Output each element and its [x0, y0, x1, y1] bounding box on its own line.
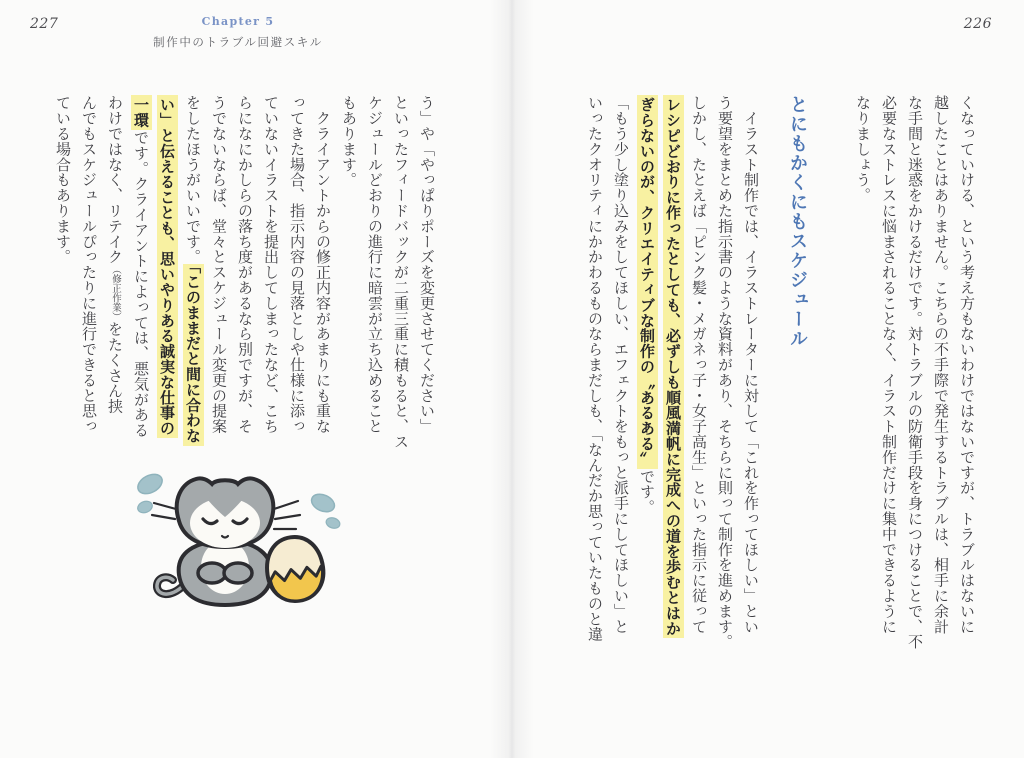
text-segment: んでもスケジュールぴったりに進行できると思っ [80, 95, 98, 434]
text-column [310, 95, 336, 451]
text-column [128, 95, 154, 451]
text-segment: クライアントからの修正内容があまりにも重な [314, 95, 332, 434]
text-segment: 「もう少し塗り込みをしてほしい、エフェクトをもっと派手にしてほしい」と [612, 95, 630, 634]
section-heading [780, 95, 814, 651]
sweat-drops-right [309, 491, 341, 530]
text-column [50, 95, 76, 451]
text-segment: らになにかしらの落ち度があるなら別ですが、そ [236, 95, 254, 434]
text-segment: うでないならば、堂々とスケジュール変更の提案 [210, 95, 228, 434]
text-column [738, 95, 764, 651]
text-segment: をたくさん挟 [106, 321, 124, 414]
text-segment: ている場合もあります。 [54, 95, 72, 265]
left-page-text [50, 95, 440, 451]
small-parenthetical-text: （修正作業） [110, 264, 121, 322]
text-column [258, 95, 284, 451]
text-segment: イラスト制作では、イラストレーターに対して「これを作ってほしい」とい [742, 95, 760, 634]
chapter-label: Chapter 5 [201, 15, 275, 28]
highlighted-text: い」と伝えることも、思いやりある誠実な仕事の [158, 97, 176, 436]
text-column [414, 95, 440, 451]
text-segment: です。 [638, 468, 656, 515]
text-segment: う」や「やっぱりポーズを変更させてください」 [418, 95, 436, 434]
page-number-left: 227 [30, 16, 59, 32]
text-segment: わけではなく、リテイク [106, 95, 124, 265]
chapter-title: 制作中のトラブル回避スキル [153, 35, 323, 49]
text-segment: う要望をまとめた指示書のような資料があり、そちらに則って制作を進めます。 [716, 95, 734, 650]
text-segment: な手間と迷惑をかけるだけです。対トラブルの防衛手段を身につけることで、不 [906, 95, 924, 650]
text-segment: なりましょう。 [854, 95, 872, 203]
text-segment: をしたほうがいいです。 [184, 95, 202, 265]
text-column [608, 95, 634, 651]
cat-chick-illustration [122, 457, 357, 622]
highlighted-text: レシピどおりに作ったとしても、必ずしも順風満帆に完成への道を歩むとはか [664, 97, 682, 636]
text-column [284, 95, 310, 451]
text-segment: とにもかくにもスケジュール [787, 95, 808, 349]
text-column [850, 95, 876, 651]
sweat-drops-left [135, 470, 166, 514]
text-column [206, 95, 232, 451]
text-column [102, 95, 128, 451]
text-segment: 越したことはありません。こちらの不手際で発生するトラブルは、相手に余計 [932, 95, 950, 634]
text-segment: 必要なストレスに悩まされることなく、イラスト制作だけに集中できるように [880, 95, 898, 634]
text-segment: です。クライアントによっては、悪気がある [132, 129, 150, 438]
text-column [928, 95, 954, 651]
right-page-text [582, 95, 980, 651]
text-segment: ていないイラストを提出してしまったなど、こち [262, 95, 280, 434]
chapter-header [138, 15, 338, 50]
text-column [712, 95, 738, 651]
text-column [582, 95, 608, 651]
text-segment: ケジュールどおりの進行に暗雲が立ち込めること [366, 95, 384, 434]
text-column [154, 95, 180, 451]
highlighted-text: 「このままだと間に合わな [184, 266, 202, 444]
text-segment: といったフィードバックが二重三重に積もると、ス [392, 95, 410, 450]
chick [263, 533, 327, 604]
page-number-right: 226 [963, 16, 992, 32]
text-column [954, 95, 980, 651]
text-column [686, 95, 712, 651]
highlighted-text: ぎらないのが、クリエイティブな制作の〝あるある〟 [638, 97, 656, 467]
text-column [634, 95, 660, 651]
text-column [388, 95, 414, 451]
text-segment: いったクオリティにかかわるものならまだしも、「なんだか思っていたものと違 [586, 95, 604, 642]
text-column [876, 95, 902, 651]
text-segment: しかし、たとえば「ピンク髪・メガネっ子・女子高生」といった指示に従って [690, 95, 708, 634]
highlighted-text: 一環 [132, 97, 150, 128]
text-segment: くなっていける、という考え方もないわけではないですが、トラブルはないに [958, 95, 976, 634]
text-column [660, 95, 686, 651]
text-column [180, 95, 206, 451]
text-segment: もあります。 [340, 95, 358, 188]
text-column [76, 95, 102, 451]
text-column [902, 95, 928, 651]
page-gutter [490, 0, 534, 758]
text-segment: ってきた場合、指示内容の見落としや仕様に添っ [288, 95, 306, 434]
text-column [336, 95, 362, 451]
text-column [362, 95, 388, 451]
text-column [232, 95, 258, 451]
